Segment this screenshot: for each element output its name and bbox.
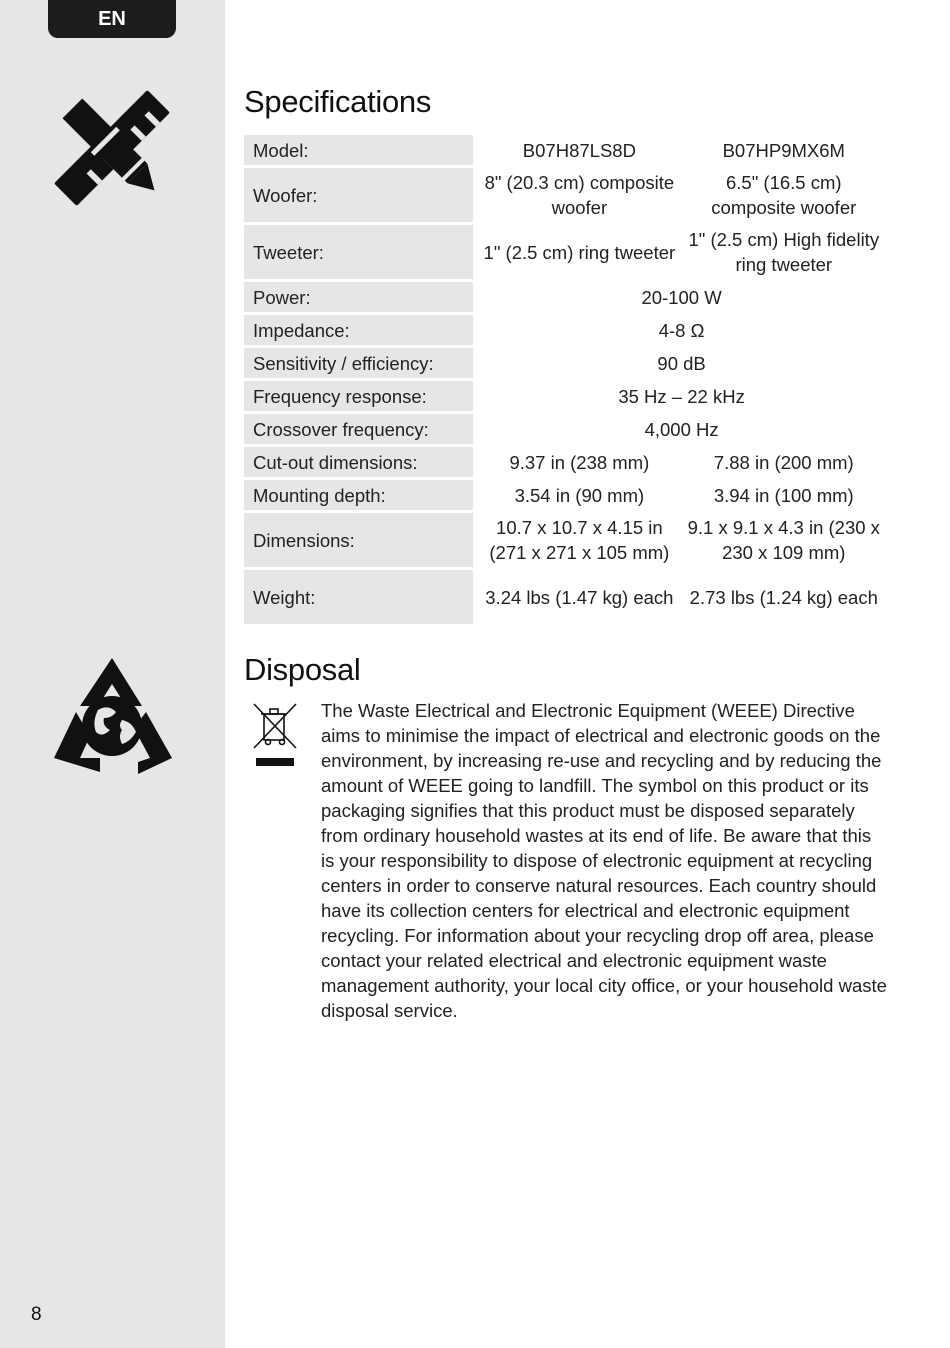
spec-value-b: 7.88 in (200 mm) — [713, 451, 854, 473]
crossed-bin-icon — [252, 702, 298, 770]
spec-label: Dimensions: — [244, 513, 477, 567]
spec-value-a: 8" (20.3 cm) composite woofer — [484, 172, 675, 218]
spec-value-b: 3.94 in (100 mm) — [713, 484, 854, 506]
table-row — [244, 168, 886, 222]
pencil-ruler-icon — [50, 86, 174, 210]
table-row — [244, 480, 886, 510]
spec-value-a: 3.54 in (90 mm) — [514, 484, 645, 506]
table-row — [244, 570, 886, 624]
table-row — [244, 348, 886, 378]
specifications-title: Specifications — [244, 84, 432, 119]
spec-label: Weight: — [244, 570, 477, 624]
table-row — [244, 381, 886, 411]
spec-value-shared: 4,000 Hz — [644, 418, 719, 440]
spec-value-shared: 4-8 Ω — [658, 319, 705, 341]
spec-label: Mounting depth: — [244, 480, 477, 510]
spec-value-b: 2.73 lbs (1.24 kg) each — [689, 586, 878, 608]
table-row — [244, 414, 886, 444]
spec-label: Tweeter: — [244, 225, 477, 279]
table-row — [244, 282, 886, 312]
spec-label: Cut-out dimensions: — [244, 447, 477, 477]
table-row — [244, 447, 886, 477]
spec-value-a: 3.24 lbs (1.47 kg) each — [485, 586, 674, 608]
language-tab: EN — [48, 0, 176, 38]
disposal-text: The Waste Electrical and Electronic Equipment (WEEE) Directive aims to minimise the impact of electrical and electronic goods on the environment, by increasing re-use and recycling and by reducing the amount of WEEE going to landfill. The symbol on this product or its packaging signifies that this product must be disposed separately from ordinary household wastes at its end of life. Be aware that this is your responsibility to dispose of electronic equipment at recycling centers in order to conserve natural resources. Each country should have its collection centers for electrical and electronic equipment recycling. For information about your recycling drop off area, please contact your related electrical and electronic equipment waste management authority, your local city office, or your household waste disposal service. — [321, 700, 887, 1021]
spec-value-b: B07HP9MX6M — [722, 139, 845, 161]
spec-value-a: B07H87LS8D — [522, 139, 636, 161]
recycle-globe-icon — [50, 654, 174, 778]
spec-label: Crossover frequency: — [244, 414, 477, 444]
spec-value-a: 9.37 in (238 mm) — [509, 451, 650, 473]
spec-value-b: 6.5" (16.5 cm) composite woofer — [711, 172, 857, 218]
spec-label: Woofer: — [244, 168, 477, 222]
spec-label: Sensitivity / efficiency: — [244, 348, 477, 378]
spec-value-shared: 90 dB — [657, 352, 706, 374]
spec-value-shared: 35 Hz – 22 kHz — [618, 385, 745, 407]
table-row — [244, 225, 886, 279]
spec-value-b: 9.1 x 9.1 x 4.3 in (230 x 230 x 109 mm) — [687, 517, 880, 563]
disposal-title: Disposal — [244, 652, 361, 687]
table-row — [244, 513, 886, 567]
spec-label: Impedance: — [244, 315, 477, 345]
spec-value-b: 1" (2.5 cm) High fidelity ring tweeter — [688, 229, 880, 275]
sidebar — [0, 0, 225, 1348]
specifications-table — [244, 132, 886, 627]
spec-label: Power: — [244, 282, 477, 312]
spec-label: Frequency response: — [244, 381, 477, 411]
page-number: 8 — [31, 1304, 42, 1325]
spec-value-a: 10.7 x 10.7 x 4.15 in (271 x 271 x 105 mm) — [489, 517, 670, 563]
spec-label: Model: — [244, 135, 477, 165]
table-row — [244, 315, 886, 345]
table-row — [244, 135, 886, 165]
spec-value-a: 1" (2.5 cm) ring tweeter — [483, 241, 676, 263]
spec-value-shared: 20-100 W — [641, 286, 722, 308]
